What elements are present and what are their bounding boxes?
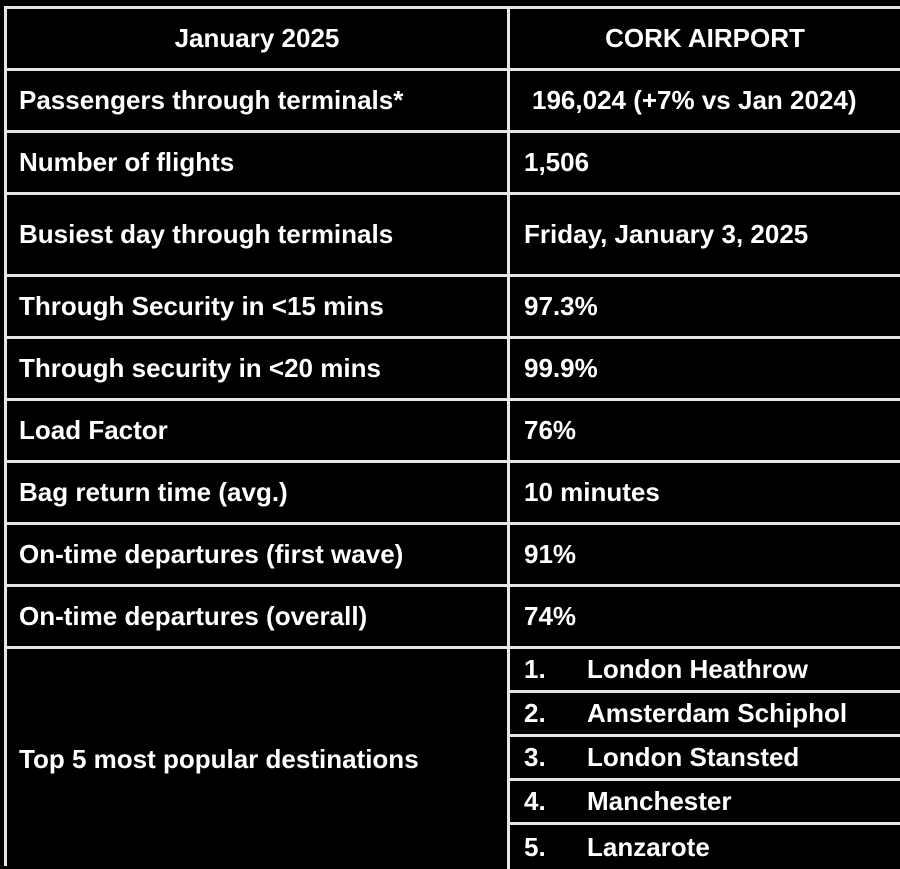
list-item <box>510 781 900 825</box>
list-item <box>510 737 900 781</box>
table-row <box>7 525 900 587</box>
destination-name: London Heathrow <box>587 654 808 684</box>
destination-rank: 4. <box>524 786 546 816</box>
stats-table <box>4 6 900 866</box>
row-value: 1,506 <box>524 147 590 177</box>
row-label: Through Security in <15 mins <box>7 277 510 336</box>
destination-name: Manchester <box>587 786 732 816</box>
list-item <box>510 649 900 693</box>
row-value: 10 minutes <box>524 477 660 507</box>
header-airport: CORK AIRPORT <box>605 23 805 53</box>
row-label: Busiest day through terminals <box>7 195 510 274</box>
row-label: Number of flights <box>7 133 510 192</box>
table-row <box>7 277 900 339</box>
row-value: 74% <box>524 601 577 631</box>
destination-rank: 1. <box>524 654 546 684</box>
destination-name: Amsterdam Schiphol <box>587 698 848 728</box>
table-row <box>7 587 900 649</box>
row-label: Passengers through terminals* <box>7 71 510 130</box>
row-value: 76% <box>524 415 577 445</box>
row-value: 97.3% <box>524 291 598 321</box>
header-period: January 2025 <box>7 9 510 68</box>
row-label: Load Factor <box>7 401 510 460</box>
table-row <box>7 339 900 401</box>
row-label: On-time departures (overall) <box>7 587 510 646</box>
table-header-row <box>7 9 900 71</box>
row-label: On-time departures (first wave) <box>7 525 510 584</box>
destination-rank: 5. <box>524 831 546 862</box>
table-row <box>7 401 900 463</box>
table-row <box>7 195 900 277</box>
destination-name: Lanzarote <box>587 831 710 862</box>
destinations-row <box>7 649 900 869</box>
list-item <box>510 693 900 737</box>
row-label: Bag return time (avg.) <box>7 463 510 522</box>
destinations-list <box>510 649 900 869</box>
table-row <box>7 71 900 133</box>
row-value: Friday, January 3, 2025 <box>524 219 809 249</box>
destination-rank: 3. <box>524 742 546 772</box>
destination-rank: 2. <box>524 698 546 728</box>
list-item <box>510 825 900 869</box>
destinations-label: Top 5 most popular destinations <box>7 649 510 869</box>
destination-name: London Stansted <box>587 742 800 772</box>
row-label: Through security in <20 mins <box>7 339 510 398</box>
table-row <box>7 133 900 195</box>
row-value: 99.9% <box>524 353 598 383</box>
table-row <box>7 463 900 525</box>
row-value: 196,024 (+7% vs Jan 2024) <box>532 85 857 115</box>
row-value: 91% <box>524 539 577 569</box>
